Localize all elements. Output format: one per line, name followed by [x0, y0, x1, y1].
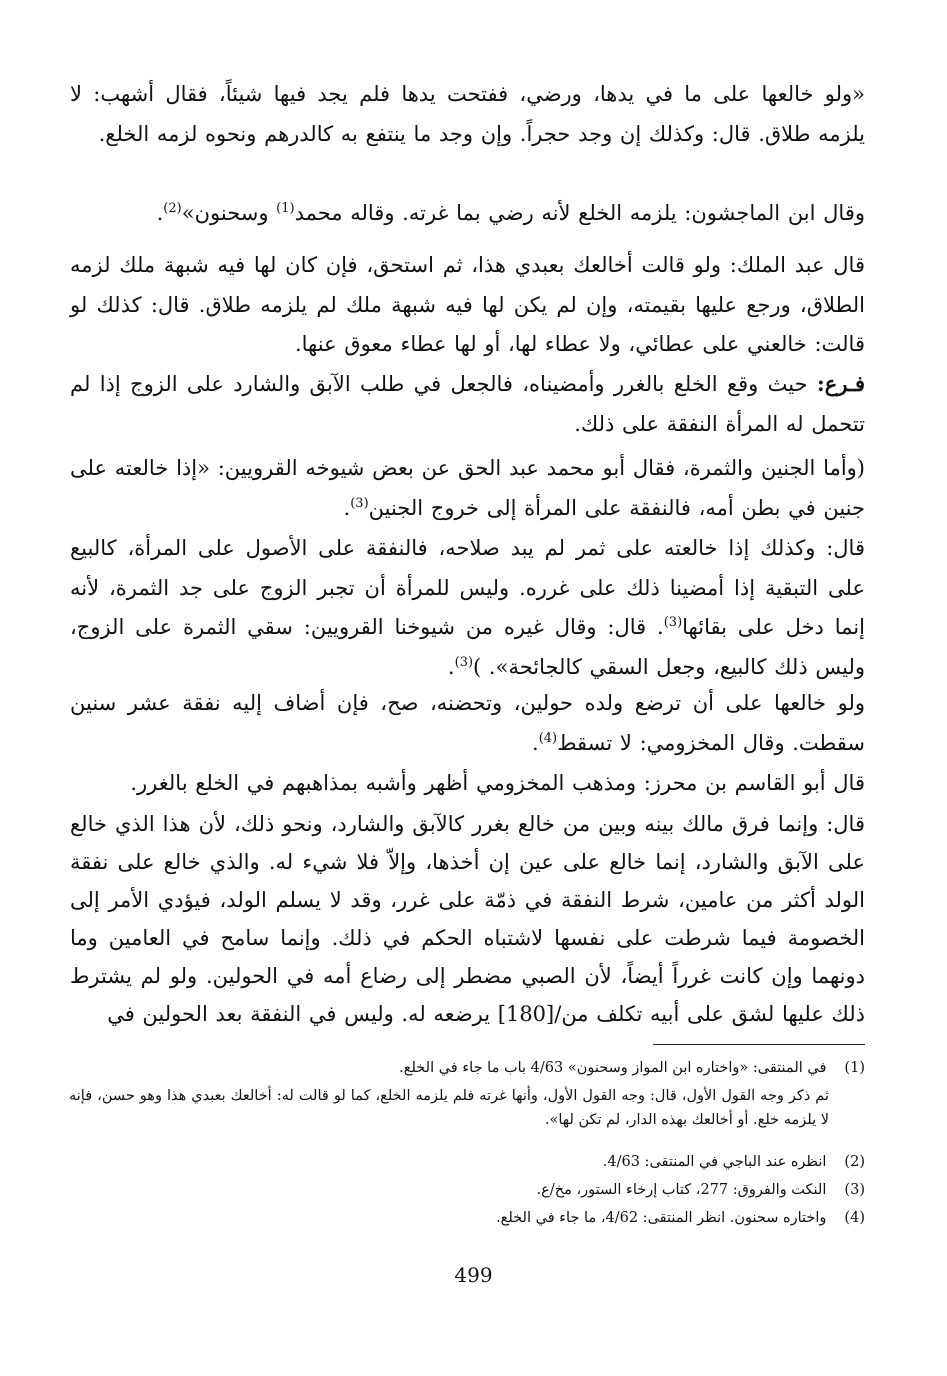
paragraph-6: قال: وكذلك إذا خالعته على ثمر لم يبد صلاحه، فالنفقة على الأصول على المرأة، كالبيع على التبقية إذا أمضينا ذلك على غرره. وليس للمرأة أن تجبر الزوج على جد الثمرة، لأنه إنما دخل على بقائها$^{(3)}$. قال: وقال غيره من شيوخنا القرويين: سقي الثمرة على الزوج، وليس ذلك كالبيع، وجعل السقي كالجائحة». )$^{(3)}$. [70, 536, 865, 679]
footnote-2: (2) انظره عند الباجي في المنتقى: 4/63. [602, 1154, 865, 1170]
paragraph-4-text: حيث وقع الخلع بالغرر وأمضيناه، فالجعل في طلب الآبق والشارد على الزوج إذا لم تتحمل له المرأة النفقة على ذلك. [70, 372, 865, 436]
paragraph-7: ولو خالعها على أن ترضع ولده حولين، وتحضنه، صح، فإن أضاف إليه نفقة عشر سنين سقطت. وقال المخزومي: لا تسقط$^{(4)}$. [70, 691, 865, 755]
paragraph-1: «ولو خالعها على ما في يدها، ورضي، ففتحت يدها فلم يجد فيها شيئاً، فقال أشهب: لا يلزمه طلاق. قال: وكذلك إن وجد حجراً. وإن وجد ما ينتفع به كالدرهم ونحوه لزمه الخلع. [70, 82, 865, 146]
sub-heading: فـرع: [816, 371, 865, 396]
footnote-3: (3) النكت والفروق: 277، كتاب إرخاء الستور، مخ/ع. [536, 1182, 865, 1198]
paragraph-5: (وأما الجنين والثمرة، فقال أبو محمد عبد الحق عن بعض شيوخه القرويين: «إذا خالعته على جنين في بطن أمه، فالنفقة على المرأة إلى خروج الجنين$^{(3)}$. [70, 456, 865, 520]
paragraph-2: وقال ابن الماجشون: يلزمه الخلع لأنه رضي بما غرته. وقاله محمد$^{(1)}$ وسحنون»$^{(2)}$. [156, 201, 865, 225]
paragraph-8: قال أبو القاسم بن محرز: ومذهب المخزومي أظهر وأشبه بمذاهبهم في الخلع بالغرر. [130, 771, 865, 795]
footnote-4: (4) واختاره سحنون. انظر المنتقى: 4/62، ما جاء في الخلع. [496, 1210, 865, 1226]
footnote-separator [653, 1044, 865, 1045]
footnote-1: (1) في المنتقى: «واختاره ابن المواز وسحنون» 4/63 باب ما جاء في الخلع. [399, 1060, 865, 1076]
footnote-1-continuation: ثم ذكر وجه القول الأول، قال: وجه القول الأول، وأنها غرته فلم يلزمه الخلع، كما لو قالت له: أخالعك بعبدي هذا وهو حسن، فإنه لا يلزمه خلع. أو أخالعك بهذه الدار، لم تكن لها». [69, 1088, 829, 1128]
paragraph-3: قال عبد الملك: ولو قالت أخالعك بعبدي هذا، ثم استحق، فإن كان لها فيه شبهة ملك لزمه الطلاق، ورجع عليها بقيمته، وإن لم يكن لها فيه شبهة ملك لم يلزمه طلاق. قال: كذلك لو قالت: خالعني على عطائي، ولا عطاء لها، أو لها عطاء معوق عنها. [70, 253, 865, 356]
paragraph-9: قال: وإنما فرق مالك بينه وبين من خالع بغرر كالآبق والشارد، ونحو ذلك، لأن هذا الذي خالع على الآبق والشارد، إنما خالع على عين إن أخذها، وإلاّ فلا شيء له. والذي خالع على نفقة الولد أكثر من عامين، شرط النفقة في ذمّة على غرر، وقد لا يسلم الولد، فيؤدي الأمر إلى الخصومة فيما شرطت على نفسها لاشتباه الحكم في ذلك. وإنما سامح في العامين وما دونهما وإن كانت غرراً أيضاً، لأن الصبي مضطر إلى رضاع أمه في الحولين. ولو لم يشترط ذلك عليها لشق على أبيه تكلف من/[180] يرضعه له. وليس في النفقة بعد الحولين في [70, 812, 865, 1026]
paragraph-4 [70, 364, 865, 444]
page-number: 499 [454, 1263, 493, 1287]
